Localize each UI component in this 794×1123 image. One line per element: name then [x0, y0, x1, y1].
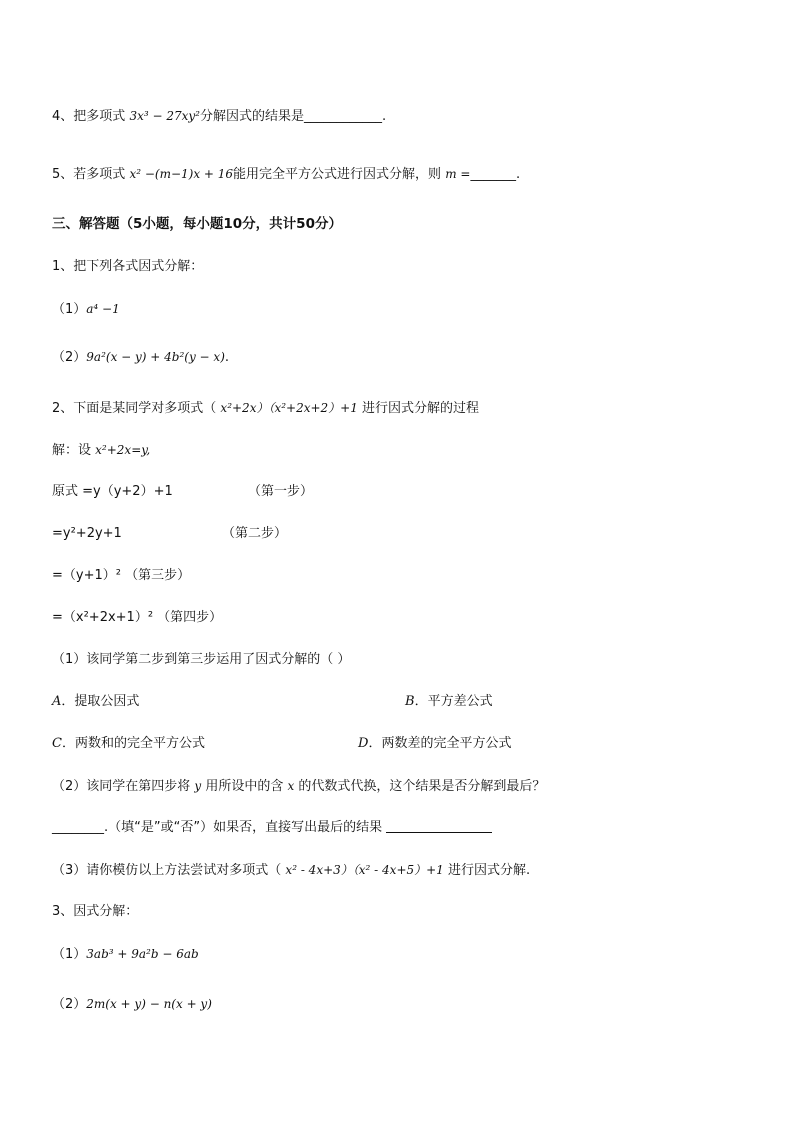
math-expression: 9a²(x − y) + 4b²(y − x) — [86, 350, 225, 364]
fill-in-question-5 — [52, 165, 520, 184]
math-expression: x² - 4x+3）（x² - 4x+5）+1 — [285, 863, 444, 877]
question-3-title: 3、因式分解： — [52, 904, 139, 919]
question-text: 进行因式分解的过程 — [362, 401, 480, 416]
period: . — [381, 109, 387, 124]
part-label: （2） — [52, 350, 87, 365]
answer-blank[interactable]: _______ — [470, 167, 516, 182]
option-letter: C — [52, 736, 62, 751]
question-number: 4、 — [52, 109, 74, 124]
math-expression: 2m(x + y) − n(x + y) — [86, 997, 212, 1011]
math-expression: 3x³ − 27xy² — [129, 109, 200, 123]
answer-blank[interactable]: ________ — [52, 820, 104, 835]
solution-step-2: =y²+2y+1 — [52, 526, 122, 541]
option-a[interactable] — [52, 693, 139, 711]
step-expression: 原式 =y（y+2）+1 — [52, 484, 173, 499]
question-text: （3）请你模仿以上方法尝试对多项式（ — [52, 863, 282, 878]
sub-question-2 — [52, 777, 545, 796]
solution-step-1 — [52, 483, 173, 501]
option-c[interactable] — [52, 735, 205, 753]
question-text: 2、下面是某同学对多项式（ — [52, 401, 217, 416]
question-1-part-1 — [52, 300, 120, 319]
question-text: 分解因式的结果是 — [199, 109, 304, 124]
math-variable: x — [287, 779, 295, 793]
math-variable: m = — [445, 167, 471, 181]
math-expression: 3ab³ + 9a²b − 6ab — [86, 947, 199, 961]
option-b[interactable] — [405, 693, 493, 711]
question-2-title — [52, 399, 479, 418]
option-d[interactable] — [358, 735, 511, 753]
sub-question-3 — [52, 861, 530, 880]
option-text: ．两数和的完全平方公式 — [61, 736, 205, 751]
question-text: 用所设中的含 — [205, 779, 284, 794]
solution-label: 解：设 — [52, 443, 92, 458]
question-text: 的代数式代换，这个结果是否分解到最后？ — [298, 779, 546, 794]
answer-blank[interactable]: ____________ — [303, 109, 382, 124]
question-1-part-2 — [52, 348, 229, 367]
option-text: ．平方差公式 — [414, 694, 493, 709]
solution-setup — [52, 441, 150, 460]
question-text: 若多项式 — [73, 167, 126, 182]
step-note: （第四步） — [157, 610, 223, 625]
question-text: 把多项式 — [73, 109, 126, 124]
period: . — [224, 350, 230, 365]
option-text: ．两数差的完全平方公式 — [368, 736, 512, 751]
step-1-note: （第一步） — [248, 484, 314, 499]
question-number: 5、 — [52, 167, 74, 182]
option-letter: D — [358, 736, 369, 751]
question-text: 能用完全平方公式进行因式分解，则 — [233, 167, 442, 182]
section-heading: 三、解答题（5小题，每小题10分，共计50分） — [52, 216, 342, 232]
part-label: （2） — [52, 997, 87, 1012]
sub-question-1: （1）该同学第二步到第三步运用了因式分解的（ ） — [52, 652, 351, 667]
question-3-part-2 — [52, 995, 212, 1014]
fill-in-question-4 — [52, 107, 386, 126]
question-text: （2）该同学在第四步将 — [52, 779, 191, 794]
math-expression: x²+2x=y, — [95, 443, 151, 457]
option-text: ．提取公因式 — [61, 694, 140, 709]
math-expression: x² −(m−1)x + 16 — [129, 167, 234, 181]
step-expression: =（x²+2x+1）² — [52, 610, 154, 625]
option-letter: A — [52, 694, 62, 709]
question-text: 进行因式分解. — [447, 863, 531, 878]
solution-step-4 — [52, 609, 222, 627]
math-expression: x²+2x）（x²+2x+2）+1 — [220, 401, 358, 415]
question-3-part-1 — [52, 945, 199, 964]
solution-step-3 — [52, 567, 190, 585]
step-note: （第三步） — [125, 568, 191, 583]
step-2-note: （第二步） — [222, 526, 288, 541]
math-expression: a⁴ −1 — [86, 302, 120, 316]
answer-blank-final[interactable] — [386, 819, 492, 833]
part-label: （1） — [52, 947, 87, 962]
period: . — [515, 167, 521, 182]
step-expression: =（y+1）² — [52, 568, 121, 583]
sub-question-2-answer-line — [52, 819, 492, 837]
option-letter: B — [405, 694, 415, 709]
question-1-title: 1、把下列各式因式分解： — [52, 259, 204, 274]
math-variable: y — [194, 779, 202, 793]
question-text: .（填“是”或“否”）如果否，直接写出最后的结果 — [104, 820, 383, 835]
part-label: （1） — [52, 302, 87, 317]
